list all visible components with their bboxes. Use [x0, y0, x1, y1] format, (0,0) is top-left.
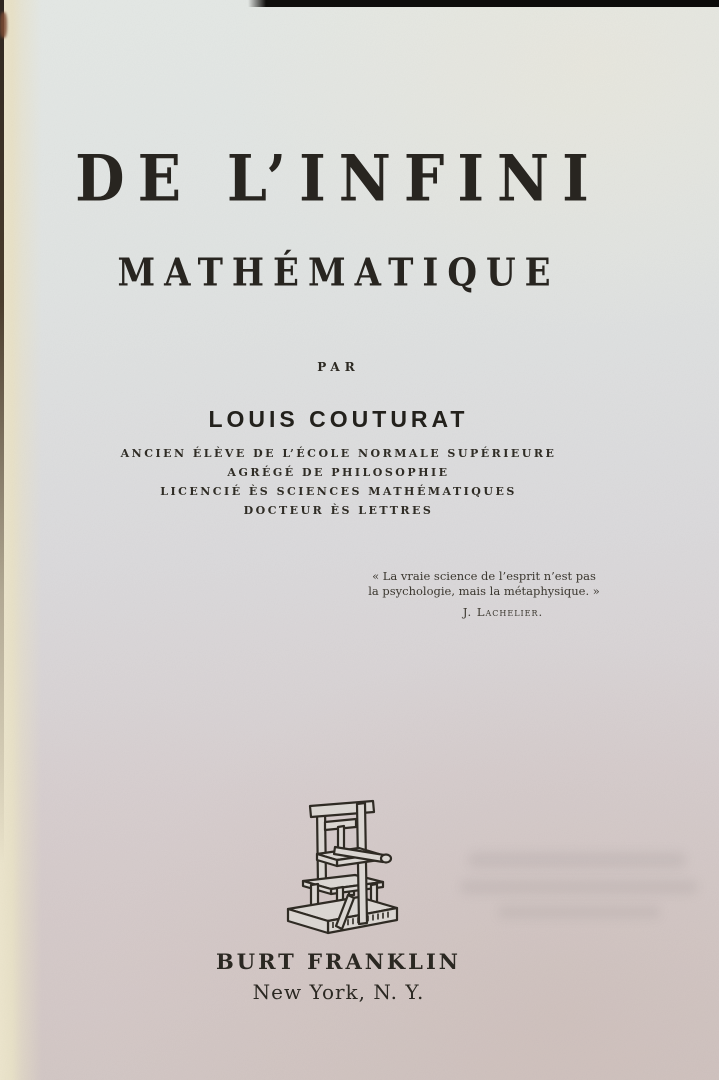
byline-label: PAR — [317, 360, 360, 374]
credential-line: AGRÉGÉ DE PHILOSOPHIE — [227, 466, 450, 479]
credential-line: LICENCIÉ ÈS SCIENCES MATHÉMATIQUES — [160, 485, 517, 498]
author-credentials — [0, 444, 698, 520]
page-title: DE L’INFINI — [75, 141, 602, 217]
publisher-city: New York, N. Y. — [252, 980, 425, 1004]
epigraph-line-2: la psychologie, mais la métaphysique. » — [368, 583, 600, 598]
epigraph-attribution: J. Lachelier. — [462, 605, 544, 619]
author-name: LOUIS COUTURAT — [208, 406, 469, 432]
printing-press-illustration — [283, 797, 405, 937]
credential-line: DOCTEUR ÈS LETTRES — [243, 504, 434, 517]
epigraph — [334, 569, 634, 620]
publisher-name: BURT FRANKLIN — [216, 949, 461, 974]
credential-line: ANCIEN ÉLÈVE DE L’ÉCOLE NORMALE SUPÉRIEURE — [120, 447, 557, 460]
page-subtitle: MATHÉMATIQUE — [117, 251, 560, 296]
epigraph-line-1: « La vraie science de l’esprit n’est pas — [372, 569, 596, 583]
